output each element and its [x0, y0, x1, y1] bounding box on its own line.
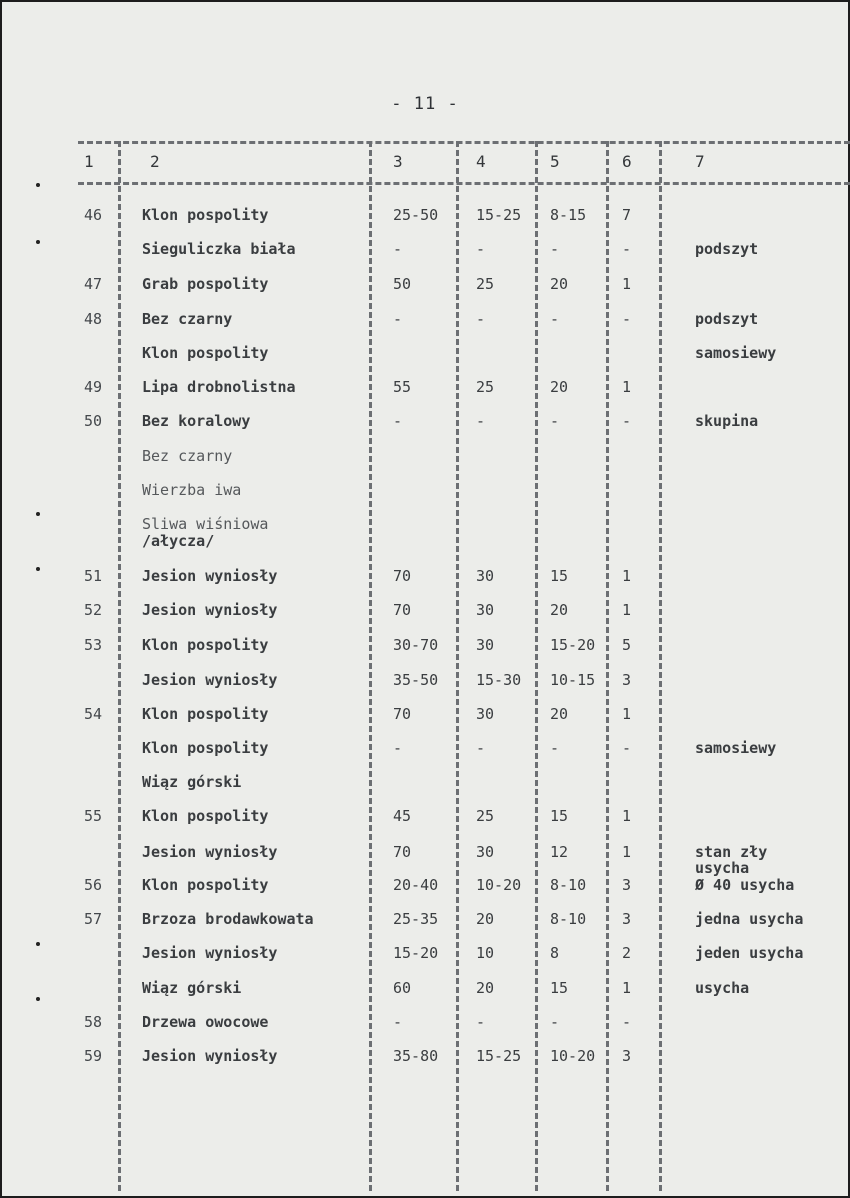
value-col4: 20	[476, 910, 495, 928]
value-col5: 20	[550, 378, 569, 396]
species-name: Brzoza brodawkowata	[142, 910, 314, 928]
value-col3: 35-50	[393, 671, 439, 689]
row-number: 53	[83, 636, 102, 654]
margin-dot	[36, 512, 40, 516]
row-number: 59	[83, 1047, 102, 1065]
value-col4: 30	[476, 843, 495, 861]
value-col4: 25	[476, 807, 495, 825]
species-name: Grab pospolity	[142, 275, 269, 293]
species-name: Lipa drobnolistna	[142, 378, 296, 396]
margin-dot	[36, 183, 40, 187]
value-col6: 3	[622, 671, 632, 689]
value-col3: 70	[393, 601, 412, 619]
value-col4: -	[476, 412, 486, 430]
value-col5: 20	[550, 705, 569, 723]
row-number: 46	[83, 206, 102, 224]
value-col4: 15-25	[476, 1047, 522, 1065]
margin-dot	[36, 942, 40, 946]
value-col6: 1	[622, 705, 632, 723]
column-header-7: 7	[695, 152, 705, 171]
remark: podszyt	[695, 240, 759, 258]
species-name: Sliwa wiśniowa	[142, 515, 269, 533]
value-col5: 8-15	[550, 206, 587, 224]
remark: jeden usycha	[695, 944, 804, 962]
value-col4: 15-25	[476, 206, 522, 224]
value-col6: 1	[622, 601, 632, 619]
value-col6: 1	[622, 567, 632, 585]
value-col3: 25-50	[393, 206, 439, 224]
row-number: 47	[83, 275, 102, 293]
header-bottom-rule	[78, 182, 850, 185]
value-col6: 1	[622, 843, 632, 861]
margin-dot	[36, 240, 40, 244]
column-header-6: 6	[622, 152, 632, 171]
value-col6: -	[622, 310, 632, 328]
value-col4: 30	[476, 705, 495, 723]
value-col4: 30	[476, 567, 495, 585]
value-col5: 20	[550, 275, 569, 293]
remark: skupina	[695, 412, 759, 430]
column-header-1: 1	[84, 152, 94, 171]
row-number: 57	[83, 910, 102, 928]
value-col5: 20	[550, 601, 569, 619]
species-name: Jesion wyniosły	[142, 567, 278, 585]
value-col4: 30	[476, 636, 495, 654]
row-number: 55	[83, 807, 102, 825]
value-col4: 30	[476, 601, 495, 619]
column-header-4: 4	[476, 152, 486, 171]
value-col6: 1	[622, 807, 632, 825]
row-number: 54	[83, 705, 102, 723]
species-name: Jesion wyniosły	[142, 843, 278, 861]
value-col4: 15-30	[476, 671, 522, 689]
value-col5: -	[550, 240, 560, 258]
value-col4: -	[476, 240, 486, 258]
value-col6: 1	[622, 979, 632, 997]
species-name: Klon pospolity	[142, 636, 269, 654]
value-col4: 20	[476, 979, 495, 997]
row-number: 56	[83, 876, 102, 894]
species-name: Bez czarny	[142, 310, 233, 328]
value-col5: 15	[550, 979, 569, 997]
value-col6: 5	[622, 636, 632, 654]
page-number: - 11 -	[391, 94, 459, 114]
value-col4: -	[476, 739, 486, 757]
value-col6: -	[622, 739, 632, 757]
value-col5: 15-20	[550, 636, 596, 654]
species-name: Jesion wyniosły	[142, 601, 278, 619]
value-col5: 8-10	[550, 876, 587, 894]
value-col3: 45	[393, 807, 412, 825]
value-col6: 2	[622, 944, 632, 962]
value-col3: -	[393, 1013, 403, 1031]
value-col6: -	[622, 1013, 632, 1031]
row-number: 58	[83, 1013, 102, 1031]
value-col5: 15	[550, 807, 569, 825]
column-header-5: 5	[550, 152, 560, 171]
value-col5: 8-10	[550, 910, 587, 928]
species-name: Sieguliczka biała	[142, 240, 296, 258]
value-col3: 50	[393, 275, 412, 293]
value-col6: 3	[622, 1047, 632, 1065]
value-col3: 15-20	[393, 944, 439, 962]
value-col4: -	[476, 1013, 486, 1031]
value-col3: 60	[393, 979, 412, 997]
species-name: Klon pospolity	[142, 344, 269, 362]
row-number: 49	[83, 378, 102, 396]
value-col4: -	[476, 310, 486, 328]
value-col5: -	[550, 1013, 560, 1031]
value-col6: 3	[622, 876, 632, 894]
column-separator	[369, 141, 372, 1191]
row-number: 48	[83, 310, 102, 328]
species-name: Wierzba iwa	[142, 481, 242, 499]
value-col4: 25	[476, 275, 495, 293]
value-col6: 1	[622, 275, 632, 293]
species-name: Jesion wyniosły	[142, 1047, 278, 1065]
value-col5: -	[550, 310, 560, 328]
value-col6: 7	[622, 206, 632, 224]
margin-dot	[36, 567, 40, 571]
remark: samosiewy	[695, 344, 777, 362]
remark: Ø 40 usycha	[695, 876, 795, 894]
column-separator	[118, 141, 121, 1191]
remark: jedna usycha	[695, 910, 804, 928]
species-name: Drzewa owocowe	[142, 1013, 269, 1031]
row-number: 50	[83, 412, 102, 430]
value-col3: -	[393, 412, 403, 430]
species-name: Klon pospolity	[142, 739, 269, 757]
value-col3: 70	[393, 567, 412, 585]
value-col3: -	[393, 739, 403, 757]
value-col6: -	[622, 412, 632, 430]
column-separator	[535, 141, 538, 1191]
species-name: Klon pospolity	[142, 807, 269, 825]
remark: podszyt	[695, 310, 759, 328]
remark: usycha	[695, 979, 750, 997]
value-col3: 70	[393, 705, 412, 723]
column-header-3: 3	[393, 152, 403, 171]
row-number: 52	[83, 601, 102, 619]
value-col5: 10-15	[550, 671, 596, 689]
value-col5: 12	[550, 843, 569, 861]
value-col3: 30-70	[393, 636, 439, 654]
value-col6: 3	[622, 910, 632, 928]
remark-line2: usycha	[695, 859, 750, 877]
value-col3: -	[393, 240, 403, 258]
value-col4: 10	[476, 944, 495, 962]
species-name-line2: /ałycza/	[142, 532, 215, 550]
remark: stan zły	[695, 843, 768, 861]
remark: samosiewy	[695, 739, 777, 757]
species-name: Wiąz górski	[142, 979, 242, 997]
species-name: Bez czarny	[142, 447, 233, 465]
value-col3: 20-40	[393, 876, 439, 894]
value-col5: -	[550, 412, 560, 430]
value-col4: 10-20	[476, 876, 522, 894]
row-number: 51	[83, 567, 102, 585]
species-name: Bez koralowy	[142, 412, 251, 430]
value-col6: -	[622, 240, 632, 258]
value-col3: -	[393, 310, 403, 328]
column-separator	[456, 141, 459, 1191]
value-col4: 25	[476, 378, 495, 396]
value-col5: 15	[550, 567, 569, 585]
species-name: Jesion wyniosły	[142, 671, 278, 689]
value-col5: 10-20	[550, 1047, 596, 1065]
value-col3: 70	[393, 843, 412, 861]
column-separator	[659, 141, 662, 1191]
species-name: Klon pospolity	[142, 876, 269, 894]
margin-dot	[36, 997, 40, 1001]
value-col6: 1	[622, 378, 632, 396]
column-separator	[606, 141, 609, 1191]
value-col5: -	[550, 739, 560, 757]
species-name: Jesion wyniosły	[142, 944, 278, 962]
species-name: Klon pospolity	[142, 206, 269, 224]
species-name: Klon pospolity	[142, 705, 269, 723]
value-col3: 25-35	[393, 910, 439, 928]
value-col5: 8	[550, 944, 560, 962]
value-col3: 35-80	[393, 1047, 439, 1065]
species-name: Wiąz górski	[142, 773, 242, 791]
value-col3: 55	[393, 378, 412, 396]
column-header-2: 2	[150, 152, 160, 171]
table-top-rule	[78, 141, 850, 144]
